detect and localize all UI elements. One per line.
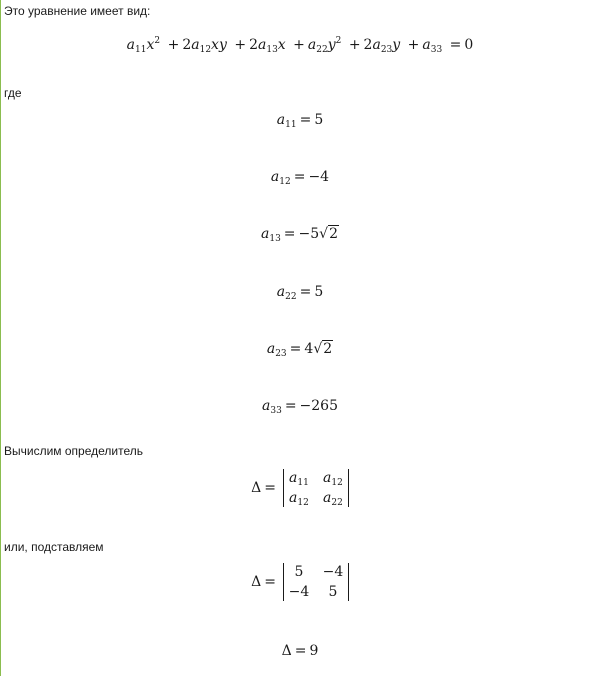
- substitute-text: или, подставляем: [4, 540, 104, 554]
- coef-a22: $a_{22} = 5$: [276, 284, 324, 302]
- coef-a11: $a_{11} = 5$: [276, 112, 324, 130]
- symbolic-matrix: $a_{11}$ $a_{12}$ $a_{12}$ $a_{22}$: [283, 469, 349, 507]
- general-equation: $a_{11}x^2 + 2a_{12}xy + 2a_{13}x + a_{22}y^2 + 2a_{23}y + a_{33} = 0$: [126, 36, 474, 55]
- determinant-symbolic: Δ = $a_{11}$ $a_{12}$ $a_{12}$ $a_{22}$: [0, 469, 600, 507]
- coef-a13: $a_{13} = -5√2$: [260, 226, 339, 244]
- sqrt-symbol: √2: [313, 341, 333, 357]
- sqrt-symbol: √2: [319, 226, 339, 242]
- compute-det-text: Вычислим определитель: [4, 444, 144, 458]
- where-text: где: [4, 86, 22, 100]
- determinant-numeric: Δ = 5 −4 −4 5: [0, 563, 600, 601]
- determinant-result: Δ = 9: [281, 643, 319, 659]
- numeric-matrix: 5 −4 −4 5: [283, 563, 349, 601]
- coef-a33: $a_{33} = -265$: [262, 398, 338, 416]
- coef-a12: $a_{12} = -4$: [270, 169, 330, 187]
- coef-a23: $a_{23} = 4√2$: [266, 341, 333, 359]
- intro-text: Это уравнение имеет вид:: [4, 4, 151, 18]
